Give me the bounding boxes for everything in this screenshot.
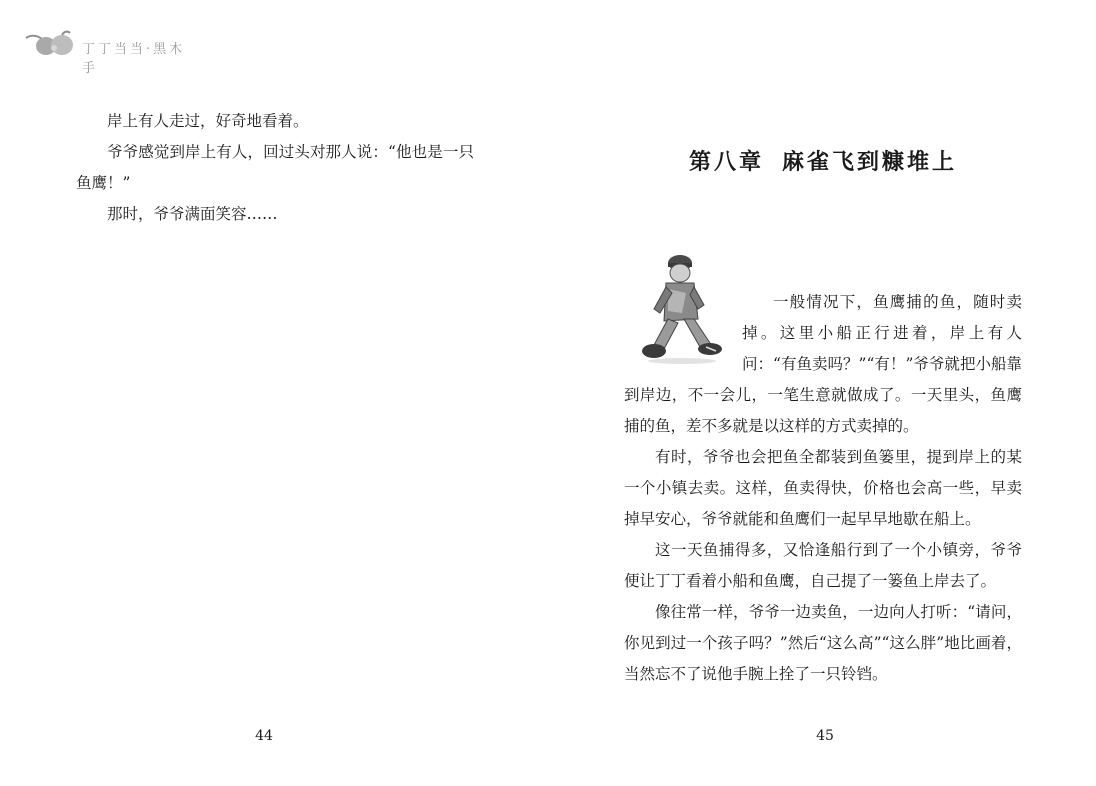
chapter-title: 麻雀飞到糠堆上 xyxy=(782,149,958,175)
series-logo xyxy=(24,30,194,76)
running-boy-icon xyxy=(624,249,736,369)
paragraph: 爷爷感觉到岸上有人，回过头对那人说：“他也是一只鱼鹰！” xyxy=(76,143,474,192)
page-number-right: 45 xyxy=(816,728,834,744)
paragraph: 岸上有人走过，好奇地看着。 xyxy=(107,112,309,130)
paragraph: 像往常一样，爷爷一边卖鱼，一边向人打听：“请问，你见到过一个孩子吗？”然后“这么高”“这么胖”地比画着，当然忘不了说他手腕上拴了一只铃铛。 xyxy=(624,603,1022,683)
running-boy-illustration xyxy=(624,249,736,369)
page-number-left: 44 xyxy=(255,728,273,744)
chapter-heading xyxy=(600,145,1046,176)
gourd-logo-icon xyxy=(24,30,80,62)
left-page-body xyxy=(76,106,474,230)
right-page-body xyxy=(624,287,1022,690)
series-logo-text: 丁丁当当·黑木手 xyxy=(82,42,186,76)
paragraph: 一般情况下，鱼鹰捕的鱼，随时卖掉。这里小船正行进着，岸上有人问：“有鱼卖吗？”“有！”爷爷就把小船靠到岸边，不一会儿，一笔生意就做成了。一天里头，鱼鹰捕的鱼，差不多就是以这样的方式卖掉的。 xyxy=(624,293,1022,435)
paragraph: 那时，爷爷满面笑容…… xyxy=(107,205,278,223)
chapter-number: 第八章 xyxy=(688,149,764,175)
paragraph: 有时，爷爷也会把鱼全都装到鱼篓里，提到岸上的某一个小镇去卖。这样，鱼卖得快，价格也会高一些，早卖掉早安心，爷爷就能和鱼鹰们一起早早地歇在船上。 xyxy=(624,448,1022,528)
paragraph: 这一天鱼捕得多，又恰逢船行到了一个小镇旁，爷爷便让丁丁看着小船和鱼鹰，自己提了一篓鱼上岸去了。 xyxy=(624,541,1022,590)
